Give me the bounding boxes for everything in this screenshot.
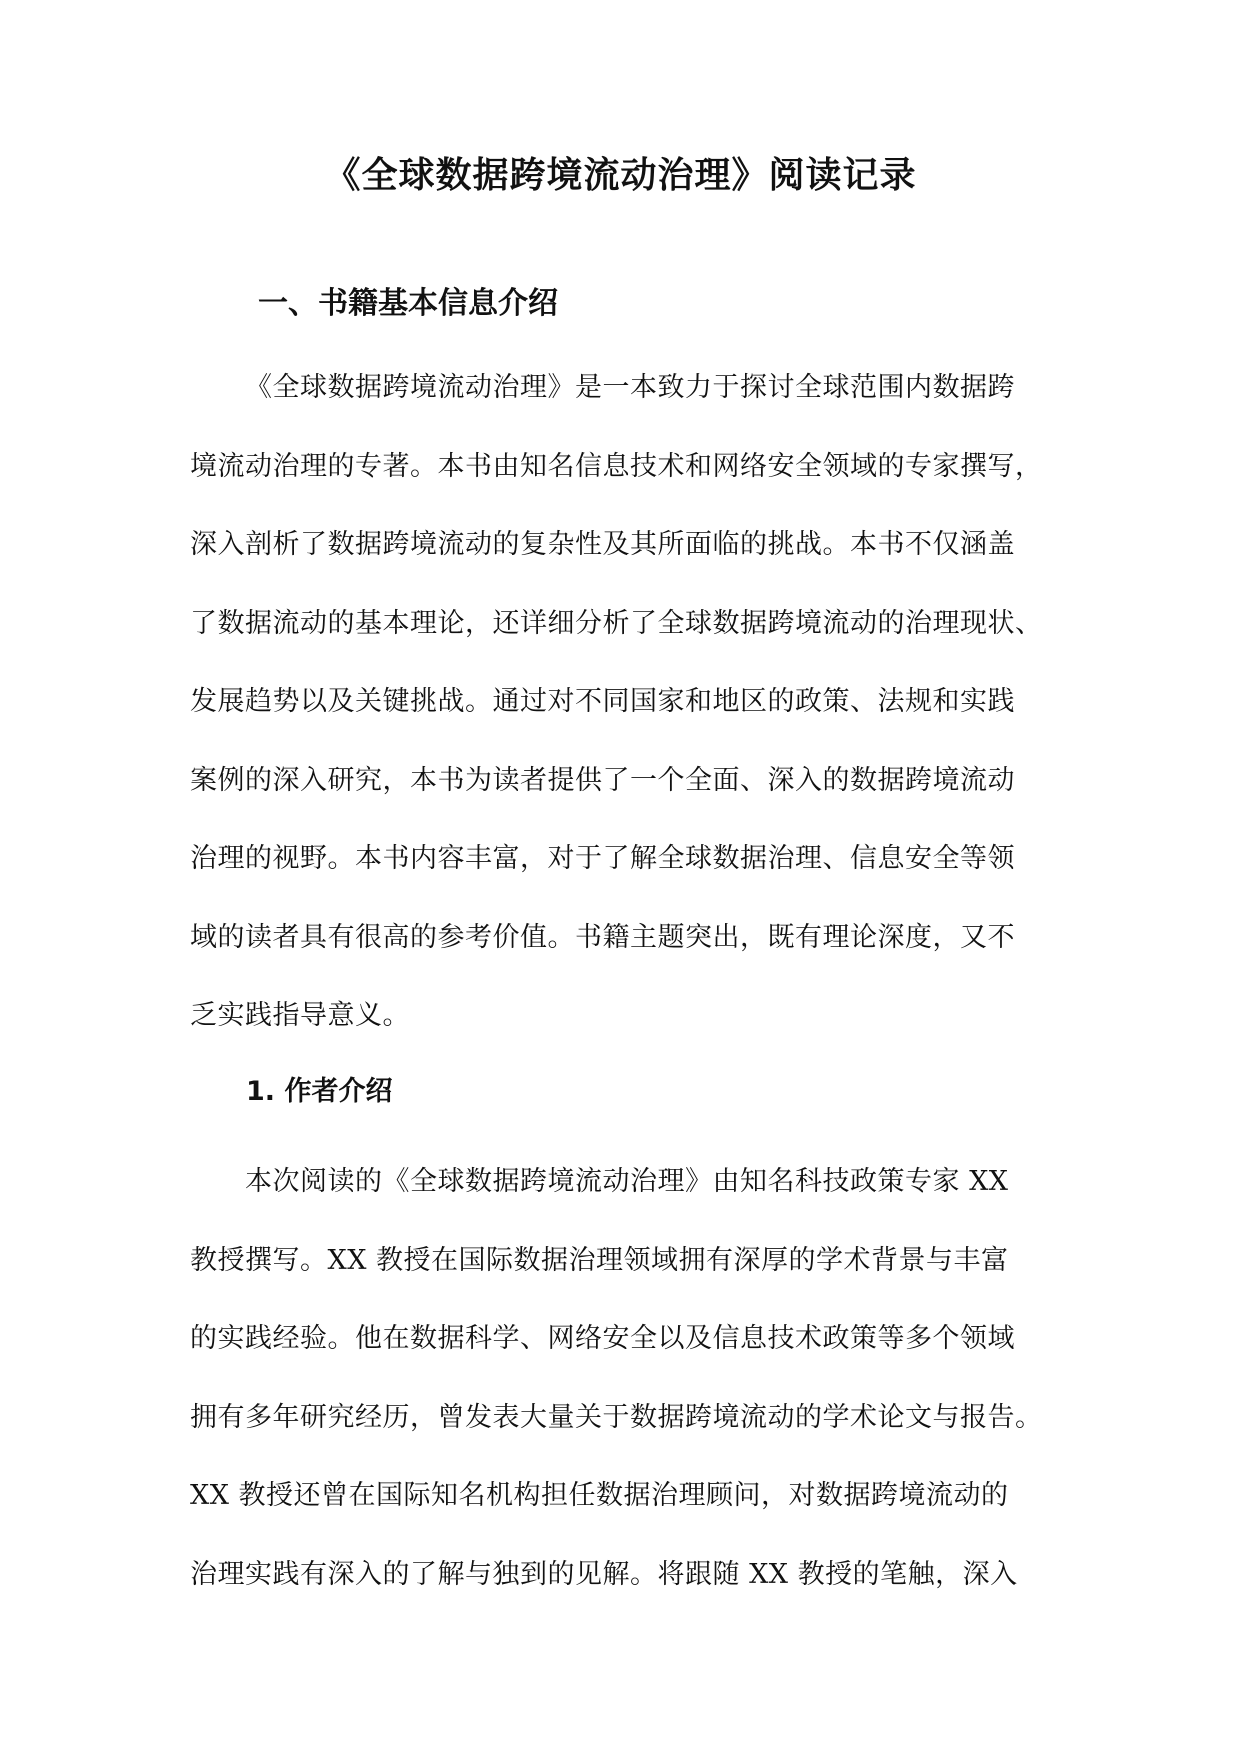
paragraph-line: 治理的视野。本书内容丰富，对于了解全球数据治理、信息安全等领 xyxy=(190,843,1015,874)
paragraph-line: 发展趋势以及关键挑战。通过对不同国家和地区的政策、法规和实践 xyxy=(190,686,1015,717)
paragraph-line: 《全球数据跨境流动治理》是一本致力于探讨全球范围内数据跨 xyxy=(245,372,1015,403)
paragraph-line: 本次阅读的《全球数据跨境流动治理》由知名科技政策专家 XX xyxy=(245,1166,1009,1197)
section-heading-book-info: 一、书籍基本信息介绍 xyxy=(258,286,558,321)
author-paragraph xyxy=(190,1162,1050,1633)
paragraph-line: 域的读者具有很高的参考价值。书籍主题突出，既有理论深度，又不 xyxy=(190,921,1015,953)
paragraph-line: 案例的深入研究，本书为读者提供了一个全面、深入的数据跨境流动 xyxy=(190,764,1015,796)
paragraph-line: 治理实践有深入的了解与独到的见解。将跟随 XX 教授的笔触，深入 xyxy=(190,1558,1018,1590)
paragraph-line: 深入剖析了数据跨境流动的复杂性及其所面临的挑战。本书不仅涵盖 xyxy=(190,529,1015,560)
paragraph-line: 境流动治理的专著。本书由知名信息技术和网络安全领域的专家撰写， xyxy=(190,450,1043,482)
paragraph-line: 乏实践指导意义。 xyxy=(190,1000,410,1031)
paragraph-line: 的实践经验。他在数据科学、网络安全以及信息技术政策等多个领域 xyxy=(190,1323,1015,1354)
document-title: 《全球数据跨境流动治理》阅读记录 xyxy=(324,155,917,196)
paragraph-line: 拥有多年研究经历，曾发表大量关于数据跨境流动的学术论文与报告。 xyxy=(190,1401,1043,1433)
book-info-paragraph xyxy=(190,368,1050,1075)
subsection-heading-author: 1. 作者介绍 xyxy=(246,1076,393,1107)
paragraph-line: XX 教授还曾在国际知名机构担任数据治理顾问，对数据跨境流动的 xyxy=(190,1480,1009,1511)
paragraph-line: 了数据流动的基本理论，还详细分析了全球数据跨境流动的治理现状、 xyxy=(190,607,1043,639)
paragraph-line: 教授撰写。XX 教授在国际数据治理领域拥有深厚的学术背景与丰富 xyxy=(190,1244,1009,1276)
